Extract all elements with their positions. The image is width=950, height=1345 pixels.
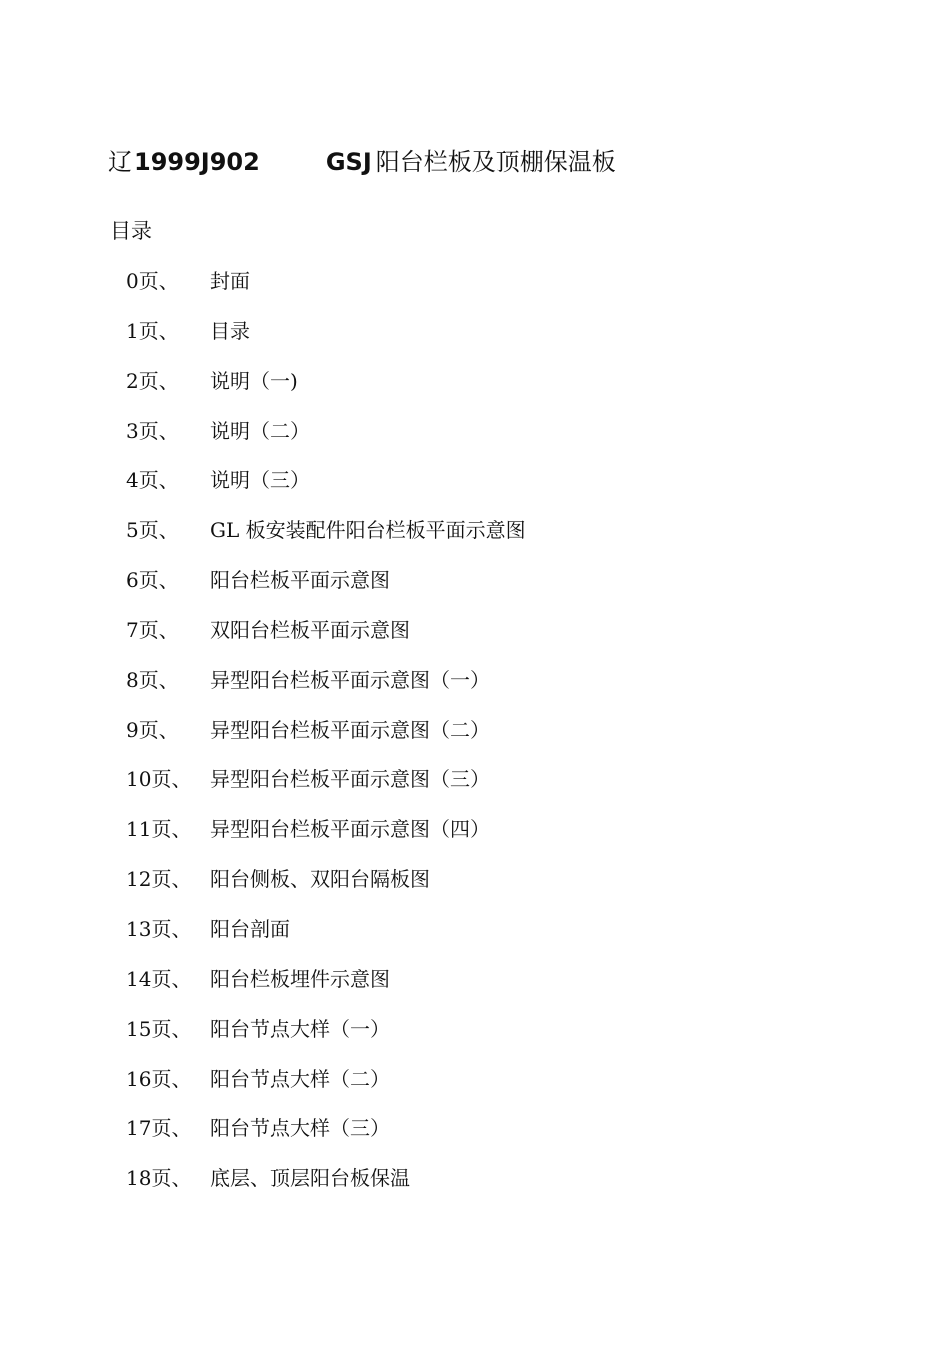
toc-page-number: 11页、	[126, 817, 192, 842]
toc-item	[126, 465, 526, 515]
toc-item	[126, 1163, 526, 1213]
toc-page-number: 17页、	[126, 1116, 192, 1141]
toc-entry-title: 阳台节点大样（三）	[210, 1116, 390, 1141]
toc-page-number: 15页、	[126, 1016, 192, 1041]
toc-item	[126, 814, 526, 864]
toc-entry-title: 阳台栏板平面示意图	[210, 568, 390, 593]
toc-page-number: 2页、	[126, 368, 179, 393]
toc-item	[126, 764, 526, 814]
toc-entry-title: 目录	[210, 318, 250, 343]
toc-item	[126, 1014, 526, 1064]
toc-item	[126, 416, 526, 466]
toc-entry-title: 阳台节点大样（一）	[210, 1016, 390, 1041]
toc-entry-title: 异型阳台栏板平面示意图（一）	[210, 667, 490, 692]
toc-entry-title: 异型阳台栏板平面示意图（四）	[210, 817, 490, 842]
toc-item	[126, 715, 526, 765]
toc-item	[126, 1064, 526, 1114]
toc-page-number: 0页、	[126, 269, 179, 293]
toc-page-number: 3页、	[126, 418, 179, 443]
toc-page-number: 4页、	[126, 468, 179, 493]
toc-page-number: 18页、	[126, 1166, 192, 1191]
title-prefix: 辽	[108, 148, 132, 176]
toc-item	[126, 366, 526, 416]
toc-page-number: 7页、	[126, 617, 179, 642]
toc-heading: 目录	[110, 219, 152, 243]
toc-page-number: 6页、	[126, 568, 179, 593]
document-title	[108, 144, 616, 180]
toc-page-number: 12页、	[126, 867, 192, 892]
toc-entry-title: 说明（三）	[210, 468, 310, 493]
title-gsj: GSJ	[325, 148, 372, 176]
toc-page-number: 13页、	[126, 916, 192, 941]
toc-entry-title: 阳台侧板、双阳台隔板图	[210, 867, 430, 892]
toc-item	[126, 615, 526, 665]
toc-item	[126, 1113, 526, 1163]
toc-entry-title: 阳台节点大样（二）	[210, 1066, 390, 1091]
toc-entry-title: GL 板安装配件阳台栏板平面示意图	[210, 518, 526, 543]
toc-entry-title: 说明（一)	[210, 368, 298, 393]
toc-page-number: 1页、	[126, 318, 179, 343]
title-name-text: 阳台栏板及顶棚保温板	[375, 148, 616, 176]
toc-item	[126, 565, 526, 615]
toc-item	[126, 515, 526, 565]
toc-item	[126, 665, 526, 715]
toc-entry-title: 封面	[210, 269, 250, 293]
toc-item	[126, 914, 526, 964]
toc-entry-title: 阳台栏板埋件示意图	[210, 966, 390, 991]
toc-item	[126, 864, 526, 914]
toc-page-number: 14页、	[126, 966, 192, 991]
toc-page-number: 5页、	[126, 518, 179, 543]
toc-entry-title: 底层、顶层阳台板保温	[210, 1166, 410, 1191]
toc-item	[126, 316, 526, 366]
toc-entry-title: 异型阳台栏板平面示意图（三）	[210, 767, 490, 792]
toc-item	[126, 964, 526, 1014]
title-name	[326, 148, 616, 176]
toc-entry-title: 双阳台栏板平面示意图	[210, 617, 410, 642]
toc-page-number: 10页、	[126, 767, 192, 792]
toc-page-number: 16页、	[126, 1066, 192, 1091]
toc-entry-title: 阳台剖面	[210, 916, 290, 941]
toc-entry-title: 说明（二）	[210, 418, 310, 443]
table-of-contents	[126, 266, 526, 1213]
toc-item	[126, 266, 526, 316]
toc-page-number: 8页、	[126, 667, 179, 692]
toc-page-number: 9页、	[126, 717, 179, 742]
toc-entry-title: 异型阳台栏板平面示意图（二）	[210, 717, 490, 742]
title-code: 1999J902	[134, 148, 260, 176]
